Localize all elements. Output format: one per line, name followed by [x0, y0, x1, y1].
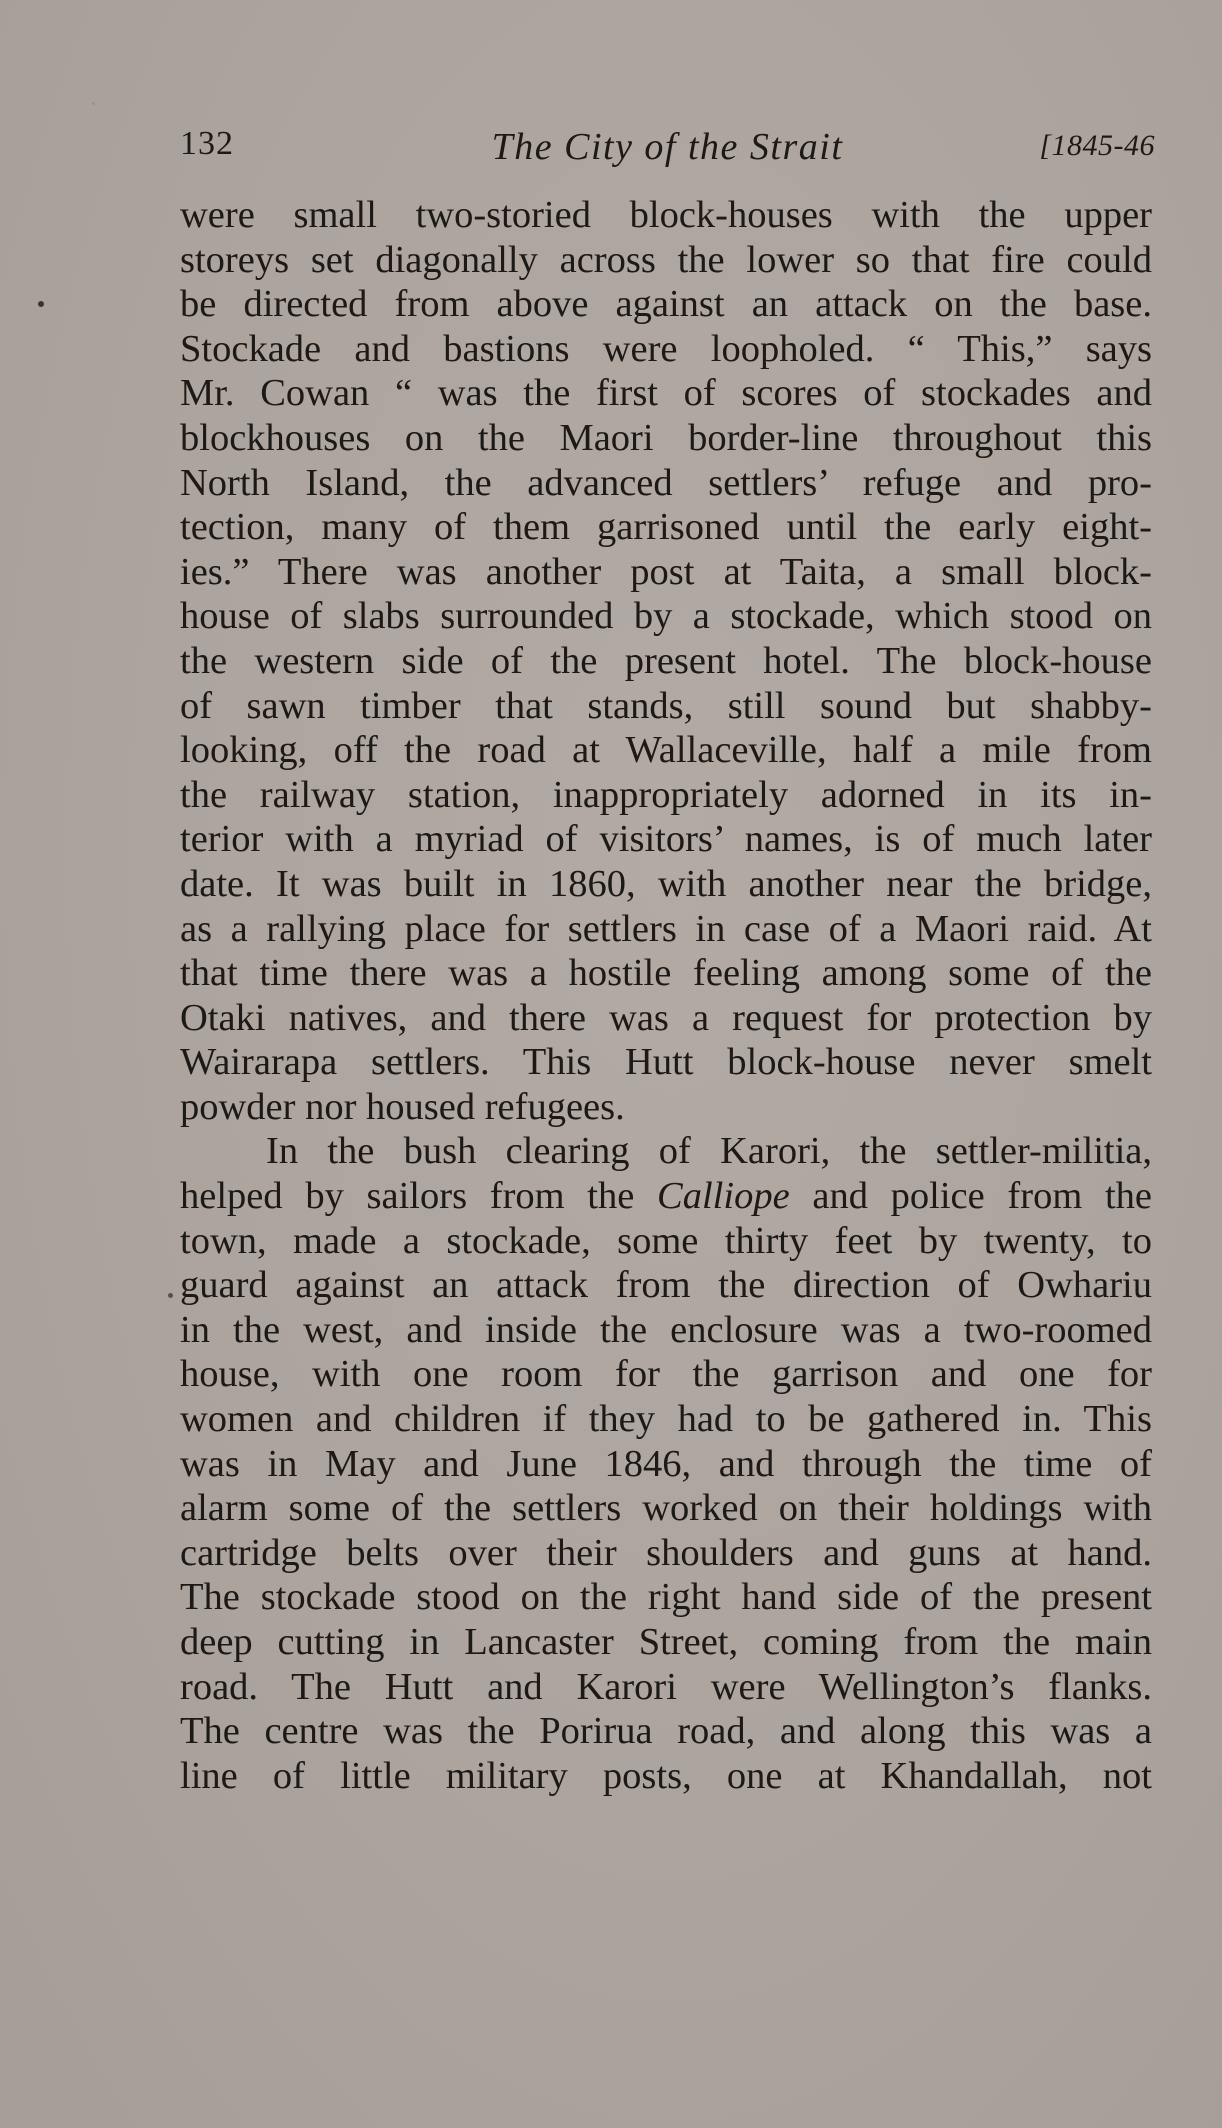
text-line: cartridge belts over their shoulders and guns at hand.: [180, 1531, 1152, 1574]
text-line: The centre was the Porirua road, and along this was a: [180, 1710, 1152, 1753]
text-line: in the west, and inside the enclosure was a two-roomed: [180, 1308, 1152, 1351]
text-line: ies.” There was another post at Taita, a small block-: [180, 550, 1152, 593]
running-header: [180, 125, 1155, 175]
text-run: and police from the: [789, 1175, 1153, 1218]
text-line: tection, many of them garrisoned until the early eight-: [180, 506, 1152, 549]
ink-speck: [168, 1293, 173, 1298]
page-number: 132: [180, 125, 234, 162]
text-line: the railway station, inappropriately adorned in its in-: [180, 773, 1152, 816]
text-line: guard against an attack from the direction of Owhariu: [180, 1264, 1152, 1307]
running-title: The City of the Strait: [491, 126, 844, 168]
text-line: of sawn timber that stands, still sound but shabby-: [180, 684, 1152, 727]
text-line: Otaki natives, and there was a request for protection by: [180, 996, 1152, 1039]
date-range: [1845-46: [1039, 129, 1155, 162]
text-line: house of slabs surrounded by a stockade, which stood on: [180, 595, 1152, 638]
text-line: line of little military posts, one at Khandallah, not: [180, 1754, 1152, 1797]
text-line: that time there was a hostile feeling among some of the: [180, 952, 1152, 995]
text-line: road. The Hutt and Karori were Wellington’s flanks.: [180, 1665, 1152, 1708]
paragraph-start-line: In the bush clearing of Karori, the settler-militia,: [266, 1130, 1152, 1173]
text-line: be directed from above against an attack on the base.: [180, 283, 1152, 326]
text-line: terior with a myriad of visitors’ names, is of much later: [180, 818, 1152, 861]
text-line: were small two-storied block-houses with the upper: [180, 194, 1152, 236]
text-line: Stockade and bastions were loopholed. “ This,” says: [180, 327, 1152, 370]
text-line: storeys set diagonally across the lower so that fire could: [180, 238, 1152, 281]
text-line: date. It was built in 1860, with another near the bridge,: [180, 862, 1152, 905]
text-line: women and children if they had to be gathered in. This: [180, 1398, 1152, 1441]
body-text: [180, 193, 1152, 1798]
text-line: town, made a stockade, some thirty feet by twenty, to: [180, 1219, 1152, 1262]
text-line: The stockade stood on the right hand side of the present: [180, 1576, 1152, 1619]
text-line: alarm some of the settlers worked on their holdings with: [180, 1487, 1152, 1530]
text-line: blockhouses on the Maori border-line throughout this: [180, 416, 1152, 459]
paper-speck: [92, 102, 95, 105]
text-line: the western side of the present hotel. The block-house: [180, 639, 1152, 682]
ship-name: Calliope: [657, 1175, 790, 1218]
text-line: looking, off the road at Wallaceville, half a mile from: [180, 729, 1152, 772]
text-line: Mr. Cowan “ was the first of scores of stockades and: [180, 372, 1152, 415]
ink-speck: [38, 301, 44, 307]
text-line: was in May and June 1846, and through the time of: [180, 1442, 1152, 1485]
paragraph-end-line: powder nor housed refugees.: [180, 1085, 625, 1128]
text-line: house, with one room for the garrison and one for: [180, 1353, 1152, 1396]
text-run: helped by sailors from the: [180, 1175, 658, 1218]
text-line: as a rallying place for settlers in case of a Maori raid. At: [180, 907, 1152, 950]
text-line: Wairarapa settlers. This Hutt block-house never smelt: [180, 1041, 1152, 1084]
text-line-with-ship-name: [180, 1174, 1152, 1219]
text-line: deep cutting in Lancaster Street, coming from the main: [180, 1621, 1152, 1663]
text-line: North Island, the advanced settlers’ refuge and pro-: [180, 461, 1152, 504]
